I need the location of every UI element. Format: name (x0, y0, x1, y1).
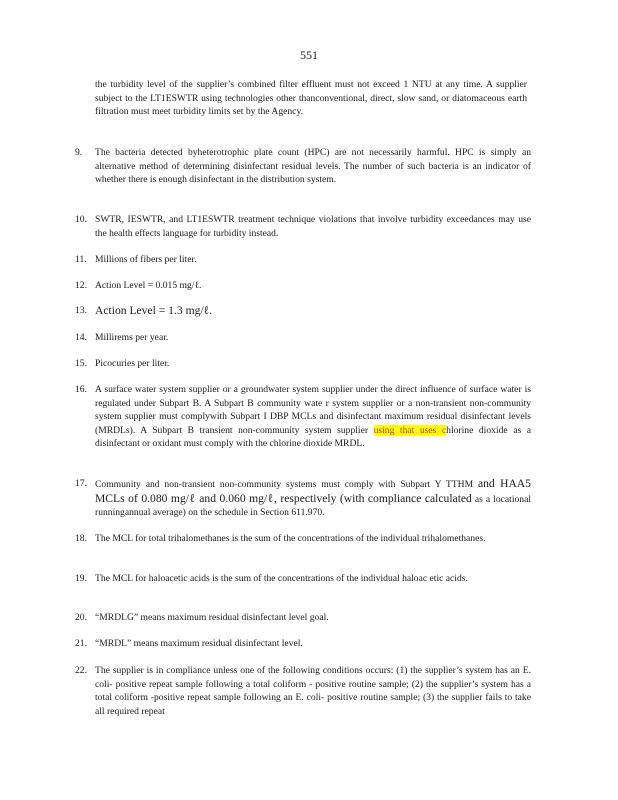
footnote-19 (75, 572, 531, 586)
footnote-20 (75, 611, 531, 625)
footnote-number: 16. (75, 384, 87, 395)
footnote-text: The MCL for haloacetic acids is the sum of the concentrations of the individual haloac etic acids. (95, 573, 468, 584)
footnote-number: 9. (75, 147, 83, 158)
footnote-10 (75, 213, 531, 240)
footnote-text: “MRDLG” means maximum residual disinfectant level goal. (95, 612, 329, 623)
page-number: 551 (300, 48, 318, 62)
footnote-number: 20. (75, 612, 87, 623)
footnote-text-part: as a locational runningannual average) on the schedule in Section 611.970. (95, 493, 532, 519)
footnote-text: The MCL for total trihalomethanes is the sum of the concentrations of the individual trihalomethanes. (95, 533, 486, 544)
footnote-number: 22. (75, 665, 87, 676)
footnote-21 (75, 637, 531, 651)
footnote-text: Action Level = 1.3 mg/ℓ. (95, 304, 213, 317)
footnote-number: 10. (75, 214, 87, 225)
footnote-number: 13. (75, 305, 87, 316)
footnote-number: 11. (75, 254, 87, 265)
footnote-text-part: Community and non-transient non-community systems must comply with Subpart Y TTHM (95, 479, 474, 490)
footnote-text: Action Level = 0.015 mg/ℓ. (95, 280, 202, 291)
footnote-number: 18. (75, 533, 87, 544)
footnote-text: Millions of fibers per liter. (95, 254, 197, 265)
footnote-text: Millirems per year. (95, 332, 169, 343)
footnote-text: SWTR, IESWTR, and LT1ESWTR treatment technique violations that involve turbidity exceedances may use the health effects language for turbidity instead. (95, 214, 531, 239)
footnote-16 (75, 383, 531, 451)
footnote-18 (75, 532, 531, 546)
footnote-17 (75, 477, 531, 520)
footnote-number: 14. (75, 332, 87, 343)
footnote-11 (75, 253, 531, 267)
footnote-22 (75, 664, 531, 718)
footnote-number: 17. (75, 478, 87, 489)
footnote-text (95, 383, 531, 451)
footnote-12 (75, 279, 531, 293)
footnote-number: 12. (75, 280, 87, 291)
footnote-number: 19. (75, 573, 87, 584)
footnote-text: Picocuries per liter. (95, 358, 170, 369)
footnote-text-part: hlorine dioxide as a disinfectant or oxidant must comply with the chlorine dioxide MRDL. (95, 424, 532, 450)
continuation-paragraph: the turbidity level of the supplier’s combined filter effluent must not exceed 1 NTU at any time. A supplier subject to the LT1ESWTR using technologies other thanconventional, direct, slow sand, or diatomaceous earth filtration must meet turbidity limits set by the Agency. (95, 79, 527, 118)
footnote-text-part: and HAA5 MCLs of 0.080 mg/ℓ and 0.060 mg/ℓ, respectively (with compliance calculated (95, 477, 531, 505)
footnote-number: 21. (75, 638, 87, 649)
footnote-13 (75, 304, 531, 318)
footnote-text (95, 477, 531, 520)
footnote-15 (75, 357, 531, 371)
footnote-text: The bacteria detected byheterotrophic plate count (HPC) are not necessarily harmful. HPC is simply an alternative method of determining disinfectant residual levels. The number of such bacteria is an indicator of whether there is enough disinfectant in the distribution system. (95, 147, 531, 186)
footnote-number: 15. (75, 358, 87, 369)
footnote-text: The supplier is in compliance unless one of the following conditions occurs: (1) the supplier’s system has an E. coli- positive repeat sample following a total coliform - positive routine sample; (2) the supplier’s system has a total coliform -positive repeat sample following an E. coli- positive routine sample; (3) the supplier fails to take all required repeat (95, 665, 531, 717)
footnote-14 (75, 331, 531, 345)
footnote-text: “MRDL” means maximum residual disinfectant level. (95, 638, 303, 649)
highlighted-text: using that uses c (373, 424, 447, 436)
footnote-text-part: A surface water system supplier or a groundwater system supplier under the direct influence of surface water is regulated under Subpart B. A Subpart B community wate r system supplier or a non-transient non-community system supplier must complywith Subpart I DBP MCLs and disinfectant maximum residual disinfectant levels (MRDLs). A Subpart B transient non-community system supplier (95, 384, 531, 436)
footnote-9 (75, 146, 531, 187)
